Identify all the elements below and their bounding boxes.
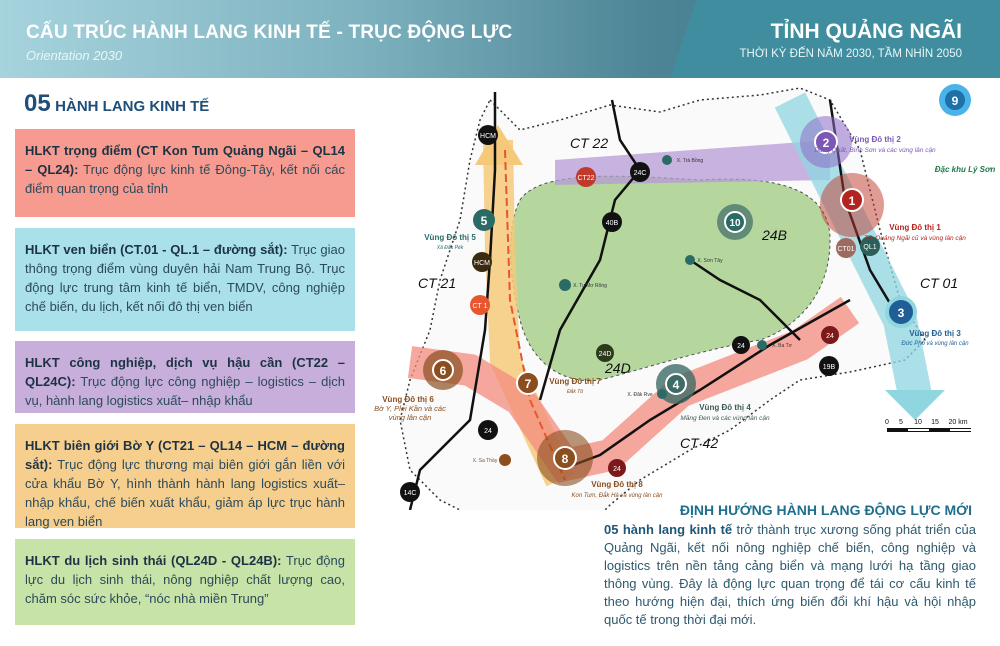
corridor-title: HLKT công nghiệp, dịch vụ hậu cần (CT22 – QL24C): bbox=[25, 355, 345, 389]
svg-text:HCM: HCM bbox=[480, 133, 496, 140]
svg-text:Măng Đen và các vùng lân cận: Măng Đen và các vùng lân cận bbox=[680, 415, 770, 422]
page-subtitle: Orientation 2030 bbox=[26, 48, 123, 63]
page-title: CẤU TRÚC HÀNH LANG KINH TẾ - TRỤC ĐỘNG LỰC bbox=[26, 22, 513, 43]
corridor-title: HLKT ven biển (CT.01 - QL.1 – đường sắt): bbox=[25, 242, 288, 257]
label-24d: 24D bbox=[605, 360, 631, 376]
corridor-card-industrial bbox=[15, 341, 355, 413]
svg-text:X. Tu Mơ Rông: X. Tu Mơ Rông bbox=[573, 283, 607, 289]
label-ct22: CT 22 bbox=[570, 135, 609, 151]
svg-text:Vùng Đô thị 3: Vùng Đô thị 3 bbox=[909, 329, 961, 338]
svg-text:X. Sơn Tây: X. Sơn Tây bbox=[697, 258, 723, 264]
svg-text:3: 3 bbox=[897, 306, 905, 320]
svg-text:X. Ba Tơ: X. Ba Tơ bbox=[772, 343, 792, 349]
svg-text:9: 9 bbox=[951, 94, 959, 108]
svg-text:CT01: CT01 bbox=[837, 246, 855, 253]
svg-text:Vùng Đô thị 7: Vùng Đô thị 7 bbox=[549, 377, 601, 386]
svg-text:Xã Đắk Pék: Xã Đắk Pék bbox=[436, 245, 464, 251]
svg-text:8: 8 bbox=[561, 452, 569, 466]
svg-text:Dung Quất, Bình Sơn và các vùn: Dung Quất, Bình Sơn và các vùng lân cận bbox=[814, 147, 936, 154]
svg-text:6: 6 bbox=[439, 364, 447, 378]
corridor-desc: Trục động lực kinh tế Đông-Tây, kết nối các điểm quan trọng của tỉnh bbox=[25, 162, 346, 196]
svg-text:Vùng Đô thị 6: Vùng Đô thị 6 bbox=[382, 395, 434, 404]
corridor-desc: Trục động lực du lịch sinh thái, nông nghiệp chất lượng cao, chăm sóc sức khỏe, “nóc nhà miền Trung” bbox=[25, 553, 345, 606]
svg-text:Đặc khu Lý Sơn: Đặc khu Lý Sơn bbox=[934, 165, 996, 174]
svg-text:Vùng Đô thị 2: Vùng Đô thị 2 bbox=[849, 135, 901, 144]
corridor-title: HLKT biên giới Bờ Y (CT21 – QL14 – HCM – đường sắt): bbox=[25, 438, 345, 472]
svg-text:X. Trà Bồng: X. Trà Bồng bbox=[676, 158, 704, 164]
section-number: 05 bbox=[24, 90, 51, 117]
scale-bar bbox=[885, 419, 971, 432]
svg-text:Vùng Đô thị 1: Vùng Đô thị 1 bbox=[889, 223, 941, 232]
svg-text:CT22: CT22 bbox=[577, 175, 595, 182]
svg-text:20 km: 20 km bbox=[948, 419, 968, 426]
svg-text:Đắk Tô: Đắk Tô bbox=[566, 389, 584, 395]
orientation-heading: ĐỊNH HƯỚNG HÀNH LANG ĐỘNG LỰC MỚI bbox=[679, 502, 972, 518]
corridor-title: HLKT trọng điểm (CT Kon Tum Quảng Ngãi – QL14 – QL24): bbox=[25, 143, 345, 177]
svg-text:Vùng Đô thị 4: Vùng Đô thị 4 bbox=[699, 403, 751, 412]
hub6-desc: Bờ Y, Plei Kần và các vùng lân cận bbox=[374, 404, 446, 422]
orientation-lead: 05 hành lang kinh tế bbox=[604, 522, 733, 537]
svg-text:10: 10 bbox=[914, 419, 922, 426]
svg-text:24: 24 bbox=[484, 428, 492, 435]
label-ct01: CT 01 bbox=[920, 275, 959, 291]
svg-text:24: 24 bbox=[826, 333, 834, 340]
svg-text:2: 2 bbox=[822, 136, 830, 150]
label-ct21: CT 21 bbox=[418, 275, 457, 291]
province-title: TỈNH QUẢNG NGÃI bbox=[770, 20, 962, 43]
label-ct42: CT 42 bbox=[680, 435, 719, 451]
svg-text:24: 24 bbox=[613, 466, 621, 473]
svg-text:5: 5 bbox=[480, 214, 488, 228]
svg-text:HCM: HCM bbox=[474, 260, 490, 267]
label-24b: 24B bbox=[762, 227, 787, 243]
svg-text:0: 0 bbox=[885, 419, 889, 426]
period-subtitle: THỜI KỲ ĐẾN NĂM 2030, TẦM NHÌN 2050 bbox=[739, 48, 962, 60]
corridor-map bbox=[370, 80, 1000, 510]
svg-text:10: 10 bbox=[729, 218, 741, 229]
svg-text:1: 1 bbox=[848, 194, 856, 208]
header-banner bbox=[0, 0, 1000, 78]
svg-text:4: 4 bbox=[672, 378, 680, 392]
svg-text:Đức Phổ và vùng lân cận: Đức Phổ và vùng lân cận bbox=[901, 341, 969, 347]
section-title-text: HÀNH LANG KINH TẾ bbox=[55, 98, 210, 115]
svg-text:14C: 14C bbox=[403, 490, 417, 497]
svg-text:Vùng Đô thị 5: Vùng Đô thị 5 bbox=[424, 233, 476, 242]
corridor-card-eco-tourism bbox=[15, 539, 355, 625]
corridor-title: HLKT du lịch sinh thái (QL24D - QL24B): bbox=[25, 553, 282, 568]
corridor-desc: Trục giao thông trọng điểm vùng duyên hải Nam Trung Bộ. Trục động lực trung tâm kinh tế biển, TMDV, công nghiệp chế biến, du lịch, kết nối đô thị ven biển bbox=[25, 242, 345, 314]
svg-text:QL1: QL1 bbox=[863, 244, 877, 251]
svg-text:19B: 19B bbox=[822, 364, 836, 371]
svg-text:Vùng Đô thị 8: Vùng Đô thị 8 bbox=[591, 480, 643, 489]
corridor-card-border bbox=[15, 424, 355, 528]
corridor-desc: Trục động lực thương mại biên giới gắn liền với cửa khẩu Bờ Y, hình thành hành lang logistics xuất– nhập khẩu, chế biến xuất khẩu, giảm áp lực trục hành lang ven biển bbox=[25, 457, 345, 529]
corridor-card-coastal bbox=[15, 228, 355, 331]
orientation-paragraph bbox=[604, 521, 976, 629]
svg-text:X. Sa Thầy: X. Sa Thầy bbox=[472, 458, 498, 464]
svg-text:5: 5 bbox=[899, 419, 903, 426]
svg-text:Kon Tum, Đắk Hà và vùng lân cậ: Kon Tum, Đắk Hà và vùng lân cận bbox=[571, 493, 663, 499]
svg-text:15: 15 bbox=[931, 419, 939, 426]
svg-text:TP. Quảng Ngãi cũ và vùng lân: TP. Quảng Ngãi cũ và vùng lân cận bbox=[864, 235, 966, 242]
section-title bbox=[24, 90, 209, 118]
svg-text:7: 7 bbox=[524, 377, 532, 391]
svg-text:24C: 24C bbox=[633, 170, 647, 177]
hub6-desc-box bbox=[372, 404, 448, 426]
corridor-desc: Trục động lực công nghiệp – logistics – dịch vụ, hành lang logistics xuất– nhập khẩu bbox=[25, 374, 345, 408]
svg-text:24: 24 bbox=[737, 343, 745, 350]
orientation-body: trở thành trục xương sống phát triển của Quảng Ngãi, kết nối nông nghiệp chế biến, công nghiệp và logistics trên nền tảng cảng biển và mạng lưới hạ tầng giao thông vùng. Đây là động lực quan trọng để tái cơ cấu kinh tế theo hướng hiện đại, thích ứng biến đổi khí hậu và hội nhập quốc tế trong thời đại mới. bbox=[604, 522, 977, 627]
coastal-arrow bbox=[885, 390, 945, 420]
svg-text:24D: 24D bbox=[598, 351, 612, 358]
svg-text:40B: 40B bbox=[605, 220, 619, 227]
corridor-card-key bbox=[15, 129, 355, 217]
svg-text:X. Đăk Rve: X. Đăk Rve bbox=[627, 392, 653, 398]
svg-text:CT 1: CT 1 bbox=[472, 303, 488, 310]
